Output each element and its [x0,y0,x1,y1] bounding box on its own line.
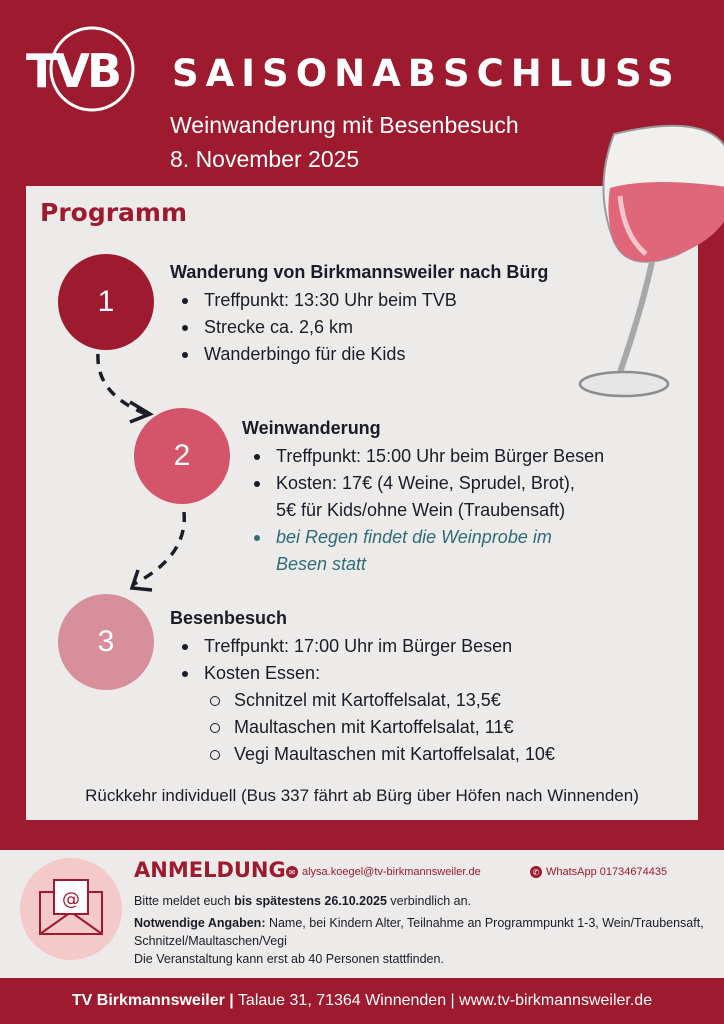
tvb-logo-icon [22,25,148,113]
rain-note-line-2: Besen statt [276,554,367,574]
mail-icon [20,858,122,960]
list-item: Wanderbingo für die Kids [170,341,548,368]
svg-text:@: @ [62,889,80,910]
list-item: Kosten: 17€ (4 Weine, Sprudel, Brot), [242,470,604,497]
deadline-pre: Bitte meldet euch [134,894,235,908]
list-item: Treffpunkt: 17:00 Uhr im Bürger Besen [170,633,555,660]
registration-section [0,850,724,978]
wine-glass-icon [554,116,724,406]
page-title: SAISONABSCHLUSS [172,52,681,95]
return-info: Rückkehr individuell (Bus 337 fährt ab Bürg über Höfen nach Winnenden) [85,786,639,805]
rain-note-line-1: bei Regen findet die Weinprobe im [276,527,552,547]
email-icon: ✉ [286,866,298,878]
required-info-label: Notwendige Angaben: [134,916,266,930]
required-info [134,914,704,950]
program-panel [26,186,698,820]
list-item: Strecke ca. 2,6 km [170,314,548,341]
list-item: Kosten Essen: [170,660,555,687]
registration-title: ANMELDUNG [134,858,286,882]
step-1-badge: 1 [58,254,154,350]
email-link[interactable]: alysa.koegel@tv-birkmannsweiler.de [302,866,481,878]
event-date: 8. November 2025 [170,146,360,172]
menu-item: Maultaschen mit Kartoffelsalat, 11€ [170,714,555,741]
whatsapp-number[interactable]: WhatsApp 01734674435 [546,866,668,878]
step-1 [170,262,548,368]
rain-note [242,524,604,578]
footer [0,978,724,1024]
step-2-title: Weinwanderung [242,418,381,438]
footer-address: Talaue 31, 71364 Winnenden | www.tv-birkmannsweiler.de [233,992,653,1009]
step-2 [242,418,604,578]
program-heading: Programm [40,198,188,227]
phone-icon: ✆ [530,866,542,878]
step-3 [170,608,555,768]
step-3-title: Besenbesuch [170,608,288,628]
step-3-badge: 3 [58,594,154,690]
deadline-date: bis spätestens 26.10.2025 [234,894,387,908]
email-contact[interactable] [286,866,481,878]
menu-item: Schnitzel mit Kartoffelsalat, 13,5€ [170,687,555,714]
step-2-badge: 2 [134,408,230,504]
registration-deadline [134,892,471,910]
list-item: Treffpunkt: 13:30 Uhr beim TVB [170,287,548,314]
list-item: Treffpunkt: 15:00 Uhr beim Bürger Besen [242,443,604,470]
svg-text:TVB: TVB [26,44,120,98]
step-1-title: Wanderung von Birkmannsweiler nach Bürg [170,262,549,282]
required-info-text: Name, bei Kindern Alter, Teilnahme an Programmpunkt 1-3, Wein/Traubensaft, Schnitzel/Maultaschen/Vegi [134,916,704,948]
page-subtitle: Weinwanderung mit Besenbesuch [170,112,519,138]
deadline-post: verbindlich an. [386,894,472,908]
list-item-continued: 5€ für Kids/ohne Wein (Traubensaft) [276,500,566,520]
minimum-participants: Die Veranstaltung kann erst ab 40 Personen stattfinden. [134,952,444,966]
footer-org: TV Birkmannsweiler | [71,992,234,1009]
menu-item: Vegi Maultaschen mit Kartoffelsalat, 10€ [170,741,555,768]
whatsapp-contact[interactable] [530,866,667,878]
